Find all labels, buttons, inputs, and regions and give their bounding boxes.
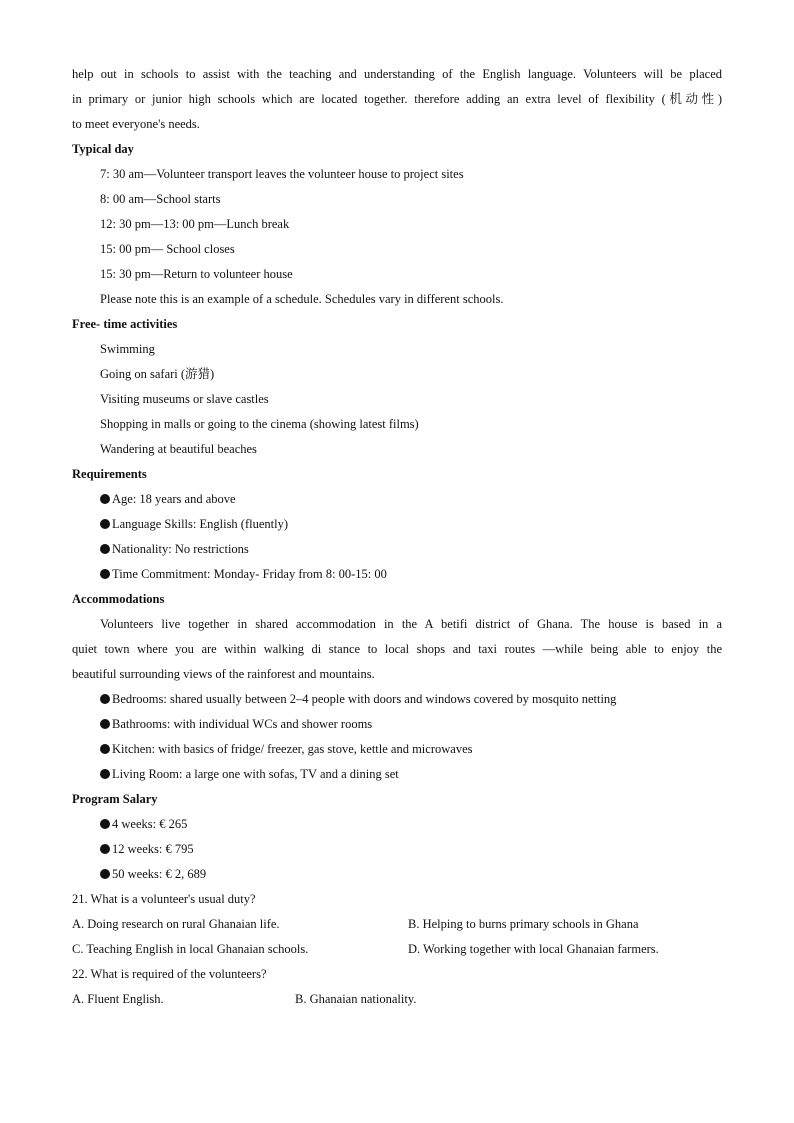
free-time-heading: Free- time activities — [72, 317, 178, 331]
activity-item: Visiting museums or slave castles — [100, 392, 269, 406]
option-d: D. Working together with local Ghanaian farmers. — [408, 942, 659, 956]
intro-line-2: in primary or junior high schools which are located together. therefore adding an extra level of flexibility (机动性) — [72, 92, 722, 106]
schedule-note: Please note this is an example of a schedule. Schedules vary in different schools. — [100, 292, 504, 306]
accommodation-text: Kitchen: with basics of fridge/ freezer, gas stove, kettle and microwaves — [112, 742, 473, 756]
question-21: 21. What is a volunteer's usual duty? — [72, 892, 256, 906]
bullet-icon — [100, 569, 110, 579]
option-c: C. Teaching English in local Ghanaian schools. — [72, 942, 309, 956]
requirements-heading: Requirements — [72, 467, 147, 481]
option-a: A. Fluent English. — [72, 992, 164, 1006]
accommodation-item — [72, 737, 722, 762]
activity-item: Wandering at beautiful beaches — [100, 442, 257, 456]
accommodation-text: Bathrooms: with individual WCs and shower rooms — [112, 717, 373, 731]
intro-line-1: help out in schools to assist with the teaching and understanding of the English language. Volunteers will be placed — [72, 67, 722, 81]
accommodation-item — [72, 687, 722, 712]
question-21-options-row-2 — [72, 937, 722, 962]
question-21-options-row-1 — [72, 912, 722, 937]
requirement-item — [72, 512, 722, 537]
accommodations-line-1: Volunteers live together in shared accommodation in the A betifi district of Ghana. The house is based in a — [100, 617, 722, 631]
requirement-text: Time Commitment: Monday- Friday from 8: 00-15: 00 — [112, 567, 387, 581]
bullet-icon — [100, 494, 110, 504]
accommodation-item — [72, 762, 722, 787]
schedule-item: 15: 30 pm—Return to volunteer house — [100, 267, 293, 281]
requirement-text: Age: 18 years and above — [112, 492, 236, 506]
bullet-icon — [100, 744, 110, 754]
bullet-icon — [100, 869, 110, 879]
accommodations-line-3: beautiful surrounding views of the rainforest and mountains. — [72, 667, 375, 681]
bullet-icon — [100, 694, 110, 704]
schedule-item: 7: 30 am—Volunteer transport leaves the volunteer house to project sites — [100, 167, 464, 181]
salary-text: 4 weeks: € 265 — [112, 817, 188, 831]
salary-text: 12 weeks: € 795 — [112, 842, 194, 856]
bullet-icon — [100, 769, 110, 779]
accommodations-heading: Accommodations — [72, 592, 165, 606]
bullet-icon — [100, 719, 110, 729]
salary-item — [72, 812, 722, 837]
salary-item — [72, 862, 722, 887]
activity-item: Shopping in malls or going to the cinema (showing latest films) — [100, 417, 419, 431]
activity-item: Going on safari (游猎) — [100, 367, 215, 381]
requirement-item — [72, 537, 722, 562]
accommodation-item — [72, 712, 722, 737]
intro-line-3: to meet everyone's needs. — [72, 117, 200, 131]
bullet-icon — [100, 844, 110, 854]
accommodations-line-2: quiet town where you are within walking di stance to local shops and taxi routes —while being able to enjoy the — [72, 642, 722, 656]
schedule-item: 12: 30 pm—13: 00 pm—Lunch break — [100, 217, 290, 231]
salary-text: 50 weeks: € 2, 689 — [112, 867, 207, 881]
question-22-options-row-1 — [72, 987, 722, 1012]
schedule-item: 15: 00 pm— School closes — [100, 242, 235, 256]
requirement-text: Nationality: No restrictions — [112, 542, 249, 556]
question-22: 22. What is required of the volunteers? — [72, 967, 267, 981]
salary-item — [72, 837, 722, 862]
accommodation-text: Living Room: a large one with sofas, TV and a dining set — [112, 767, 399, 781]
requirement-item — [72, 487, 722, 512]
schedule-item: 8: 00 am—School starts — [100, 192, 221, 206]
salary-heading: Program Salary — [72, 792, 158, 806]
document-page — [72, 62, 722, 1012]
bullet-icon — [100, 519, 110, 529]
requirement-item — [72, 562, 722, 587]
option-b: B. Ghanaian nationality. — [295, 992, 417, 1006]
typical-day-heading: Typical day — [72, 142, 134, 156]
accommodation-text: Bedrooms: shared usually between 2–4 people with doors and windows covered by mosquito netting — [112, 692, 617, 706]
bullet-icon — [100, 819, 110, 829]
option-a: A. Doing research on rural Ghanaian life. — [72, 917, 280, 931]
bullet-icon — [100, 544, 110, 554]
requirement-text: Language Skills: English (fluently) — [112, 517, 289, 531]
activity-item: Swimming — [100, 342, 155, 356]
option-b: B. Helping to burns primary schools in Ghana — [408, 917, 639, 931]
